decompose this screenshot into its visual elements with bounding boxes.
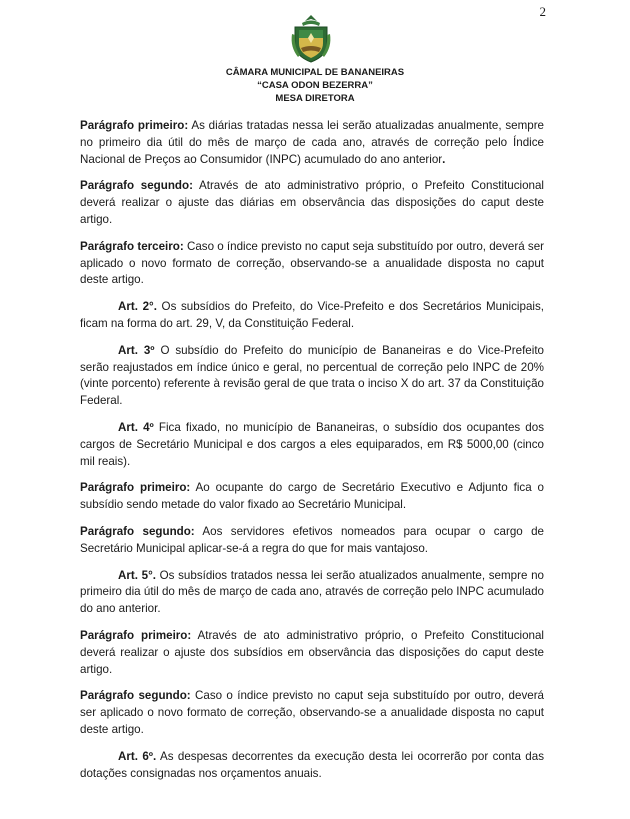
paragraph-end: . [442, 152, 446, 166]
header-house-name: “CASA ODON BEZERRA” [257, 80, 373, 91]
article-4 [80, 420, 544, 470]
article-text: Os subsídios do Prefeito, do Vice-Prefeito e dos Secretários Municipais, ficam na forma do art. 29, V, da Constituição Federal. [80, 300, 544, 330]
paragraph-text: Através de ato administrativo próprio, o Prefeito Constitucional deverá realizar o ajuste das diárias em observância das disposições do caput deste artigo. [80, 179, 545, 226]
paragraph-primeiro-secretario [80, 480, 544, 514]
article-text: Fica fixado, no município de Bananeiras, o subsídio dos ocupantes dos cargos de Secretário Municipal e dos cargos a eles equiparados, em R$ 5000,00 (cinco mil reais). [80, 420, 545, 468]
article-6 [80, 749, 544, 783]
paragraph-text: As diárias tratadas nessa lei serão atualizadas anualmente, sempre no primeiro dia útil do mês de março de cada ano, através de correção pelo Índice Nacional de Preços ao Consumidor (INPC) acumulado do ano anterior [80, 119, 545, 166]
paragraph-label: Parágrafo primeiro: [80, 628, 192, 642]
article-text: O subsídio do Prefeito do município de Bananeiras e do Vice-Prefeito serão reajustados em índice único e geral, no percentual de correção pelo INPC de 20% (vinte porcento) referente à revisão geral de que trata o inciso X do art. 37 da Constituição Federal. [80, 343, 544, 408]
paragraph-segundo-servidores [80, 524, 544, 558]
paragraph-primeiro-diarias [80, 118, 544, 168]
paragraph-text: Aos servidores efetivos nomeados para ocupar o cargo de Secretário Municipal aplicar-se-á a regra do que for mais vantajoso. [80, 524, 544, 555]
page-number: 2 [539, 4, 546, 19]
paragraph-text: Através de ato administrativo próprio, o Prefeito Constitucional deverá realizar o ajuste dos subsídios em observância das disposições do caput deste artigo. [80, 628, 544, 676]
paragraph-label: Parágrafo terceiro: [80, 239, 184, 253]
article-label: Art. 2°. [118, 300, 157, 314]
municipal-seal-icon [288, 14, 334, 64]
paragraph-label: Parágrafo segundo: [80, 179, 193, 193]
paragraph-text: Ao ocupante do cargo de Secretário Executivo e Adjunto fica o subsídio sendo metade do valor fixado ao Secretário Municipal. [80, 481, 544, 512]
article-label: Art. 3º [118, 343, 155, 357]
paragraph-label: Parágrafo primeiro: [80, 119, 189, 132]
paragraph-label: Parágrafo segundo: [80, 689, 191, 703]
article-text: As despesas decorrentes da execução desta lei ocorrerão por conta das dotações consignadas nos orçamentos anuais. [80, 749, 545, 780]
article-label: Art. 5°. [118, 568, 156, 582]
article-label: Art. 4º [118, 420, 154, 434]
paragraph-segundo-subsidios [80, 688, 544, 738]
header-institution: CÂMARA MUNICIPAL DE BANANEIRAS [225, 67, 405, 78]
document-header [0, 66, 630, 105]
article-label: Art. 6º. [118, 749, 157, 763]
paragraph-text: Caso o índice previsto no caput seja substituído por outro, deverá ser aplicado o novo formato de correção, observando-se a anualidade disposta no caput deste artigo. [80, 689, 545, 736]
paragraph-primeiro-subsidios [80, 628, 544, 678]
article-3 [80, 343, 544, 410]
document-body [80, 118, 544, 792]
article-text: Os subsídios tratados nessa lei serão atualizados anualmente, sempre no primeiro dia útil do mês de março de cada ano, através de correção pelo INPC acumulado do ano anterior. [80, 568, 544, 616]
header-board: MESA DIRETORA [275, 93, 355, 104]
paragraph-segundo-diarias [80, 178, 544, 228]
article-2 [80, 299, 544, 333]
paragraph-label: Parágrafo primeiro: [80, 481, 191, 495]
paragraph-terceiro-diarias [80, 239, 544, 289]
paragraph-text: Caso o índice previsto no caput seja substituído por outro, deverá ser aplicado o novo formato de correção, observando-se a anualidade disposta no caput deste artigo. [80, 239, 545, 287]
article-5 [80, 568, 544, 618]
paragraph-label: Parágrafo segundo: [80, 524, 195, 538]
